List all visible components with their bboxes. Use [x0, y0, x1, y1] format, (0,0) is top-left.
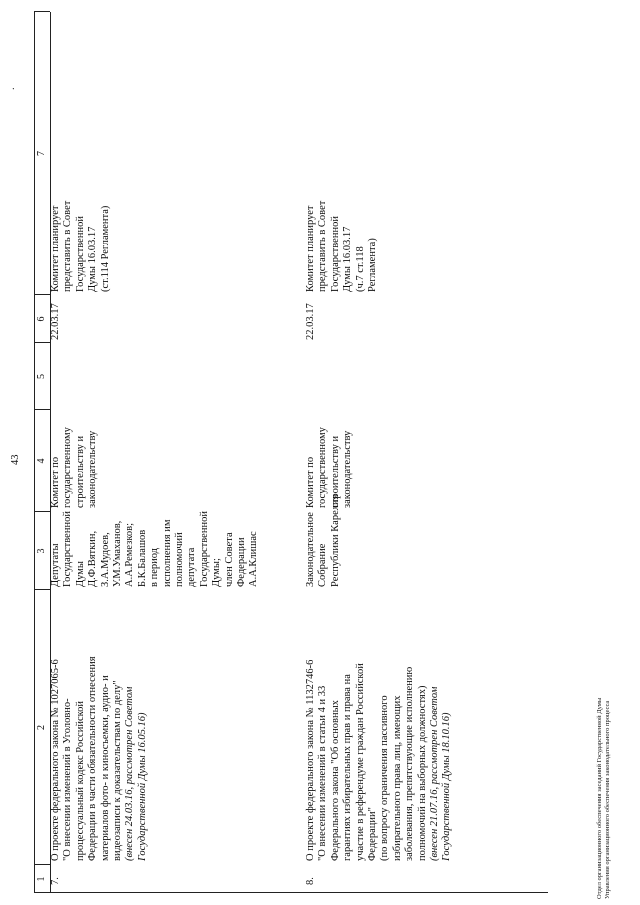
column-header-3: 3 [36, 548, 47, 554]
bill-authors-line: Депутаты [50, 543, 61, 587]
bill-authors-line: Думы [74, 561, 86, 587]
committee-note-line: Комитет планирует [50, 205, 61, 292]
bill-status-line: Государственной Думы 16.05.16) [136, 712, 148, 861]
bill-title-line: материалов фото- и киносъемки, аудио- и [99, 675, 111, 861]
committee-line: государственному [62, 427, 74, 508]
row-number-line: 8. [305, 877, 316, 885]
committee-line: Комитет по [50, 456, 61, 508]
bill-authors-line: З.А.Мудоев, [99, 532, 111, 587]
committee-line: законодательству [87, 430, 99, 508]
page-number: 43 [10, 454, 21, 465]
bill-authors-line: депутата [186, 547, 198, 587]
bill-title-line: Федерации в части обязательности отнесения [87, 656, 99, 861]
bill-authors-line: А.А.Клишас [248, 531, 260, 587]
committee-note-line: Думы 16.03.17 [342, 226, 354, 292]
column-divider [34, 589, 50, 590]
committee-note-line: (ст.114 Регламента) [99, 205, 111, 292]
bill-authors-line: Государственной [198, 511, 210, 587]
committee-line: Комитет по [305, 456, 316, 508]
bill-authors-line: исполнения им [161, 519, 173, 587]
column-header-2: 2 [36, 725, 47, 730]
bill-title-line: "О внесении изменений в статьи 4 и 33 [317, 685, 329, 861]
bill-title-line: Федерации" [367, 807, 378, 861]
committee-note-line: Комитет планирует [305, 205, 316, 292]
bill-authors-line: Федерации [236, 537, 247, 587]
bill-authors-line: член Совета [223, 532, 235, 587]
column-header-1: 1 [36, 876, 47, 882]
bill-authors-line: в период [149, 547, 161, 587]
committee-line: строительству и [74, 435, 86, 508]
column-header-7: 7 [36, 151, 47, 156]
committee-note-line: Государственной [74, 216, 86, 292]
bill-title-line: заболевания, препятствующие исполнению [404, 666, 416, 861]
row-number-line: 7. [50, 877, 61, 885]
bill-authors-line: Республики Карелия [329, 494, 341, 587]
column-divider [34, 409, 50, 410]
committee-note-line: Думы 16.03.17 [87, 226, 99, 292]
table-left-border [34, 892, 548, 893]
bill-authors-line: полномочий [174, 532, 185, 587]
bill-title-line: полномочий на выборных должностях) [416, 685, 428, 861]
committee-line: государственному [317, 427, 329, 508]
bill-authors-line: Государственной [62, 511, 74, 587]
column-divider [34, 294, 50, 295]
bill-status-line: (внесен 21.07.16, рассмотрен Советом [429, 686, 440, 861]
bill-title-line: участие в референдуме граждан Российской [354, 663, 366, 861]
bill-title-line: процессуальный кодекс Российской [74, 700, 86, 861]
deadline-date-line: 22.03.17 [305, 303, 316, 340]
bill-status-line: (внесен 24.03.16, рассмотрен Советом [124, 686, 136, 861]
footer-line-2: Управления организационного обеспечения законодательного процесса [604, 700, 611, 899]
committee-note-line: Регламента) [367, 238, 378, 292]
column-header-6: 6 [36, 316, 47, 322]
column-divider [34, 511, 50, 512]
committee-line: законодательству [342, 430, 354, 508]
top-mark: . [6, 87, 17, 90]
bill-title-line: избирательного права лиц, имеющих [391, 695, 403, 861]
committee-note-line: представить в Совет [62, 200, 74, 292]
bill-title-line: (по вопросу ограничения пассивного [379, 695, 391, 861]
committee-note-line: Государственной [329, 216, 341, 292]
column-divider [34, 11, 50, 12]
bill-title-line: видеозаписи к доказательствам по делу" [112, 680, 123, 861]
column-divider [34, 342, 50, 343]
committee-line: строительству и [329, 435, 341, 508]
bill-authors-line: У.М.Умаханов, [112, 520, 123, 587]
table-top-border [34, 12, 35, 893]
bill-title-line: О проекте федерального закона № 1132746-6 [305, 659, 316, 861]
bill-authors-line: А.А.Ремезков; [124, 522, 136, 587]
bill-authors-line: Б.К.Балашов [136, 529, 148, 587]
footer-line-1: Отдел организационного обеспечения заседаний Государственной Думы [596, 697, 603, 899]
committee-note-line: представить в Совет [317, 200, 329, 292]
bill-title-line: "О внесении изменений в Уголовно- [62, 698, 74, 861]
bill-authors-line: Законодательное [305, 512, 316, 587]
bill-status-line: Государственной Думы 18.10.16) [441, 712, 453, 861]
bill-title-line: Федерального закона "Об основных [329, 700, 341, 861]
column-divider [34, 864, 50, 865]
committee-note-line: (ч.7 ст.118 [354, 246, 366, 292]
bill-authors-line: Собрание [317, 543, 329, 587]
deadline-date-line: 22.03.17 [50, 303, 61, 340]
bill-authors-line: Думы; [211, 558, 223, 587]
column-header-5: 5 [36, 374, 47, 379]
column-header-4: 4 [36, 458, 47, 464]
bill-authors-line: Д.Ф.Вяткин, [87, 530, 99, 587]
bill-title-line: гарантиях избирательных прав и права на [342, 674, 354, 861]
bill-title-line: О проекте федерального закона № 1027065-6 [50, 659, 61, 861]
